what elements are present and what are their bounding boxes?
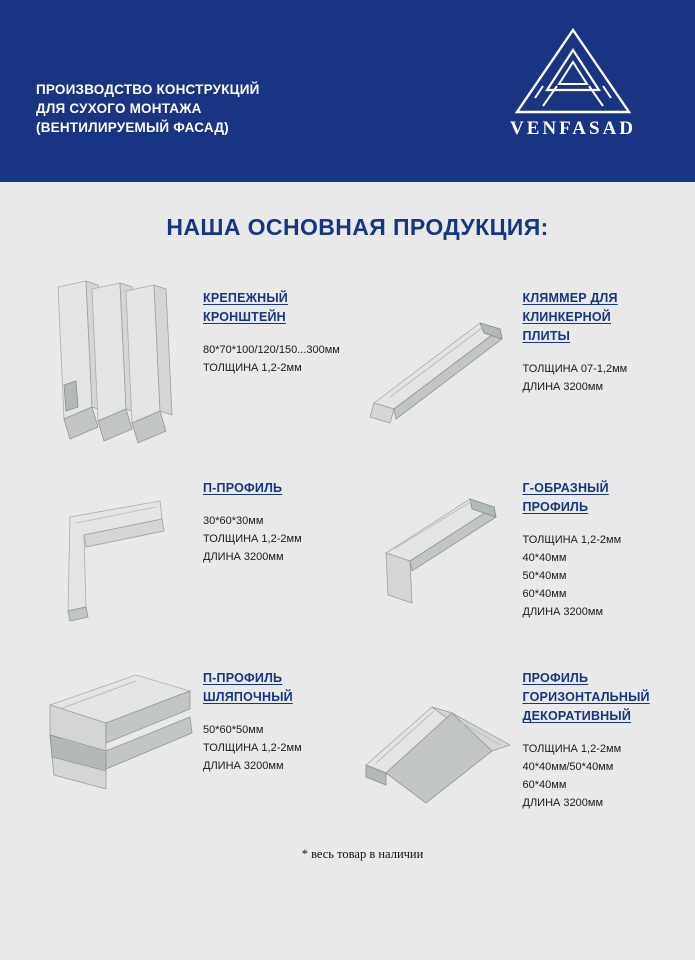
clamp-info bbox=[515, 267, 628, 396]
availability-note: * весь товар в наличии bbox=[301, 847, 424, 861]
page-header bbox=[0, 0, 695, 182]
product-card-l-profile bbox=[350, 457, 660, 647]
product-specs bbox=[523, 740, 650, 812]
product-specs bbox=[523, 531, 622, 621]
spec-line: ТОЛЩИНА 1,2-2мм bbox=[203, 362, 302, 374]
product-name bbox=[523, 479, 622, 517]
product-name bbox=[523, 289, 628, 346]
bracket-photo-illustration bbox=[40, 267, 195, 457]
hat-profile-photo-illustration bbox=[40, 647, 195, 837]
page-title: НАША ОСНОВНАЯ ПРОДУКЦИЯ: bbox=[166, 214, 549, 240]
spec-line: 40*40мм bbox=[522, 552, 567, 564]
decorative-profile-photo bbox=[360, 647, 515, 837]
product-name bbox=[203, 669, 302, 707]
header-tagline bbox=[36, 80, 260, 137]
product-grid bbox=[0, 267, 695, 837]
product-name-line-3: ПЛИТЫ bbox=[522, 329, 571, 343]
product-name bbox=[203, 289, 340, 327]
bracket-photo bbox=[40, 267, 195, 457]
hat-profile-photo bbox=[40, 647, 195, 837]
l-profile-info bbox=[515, 457, 622, 621]
spec-line: 30*60*30мм bbox=[203, 515, 264, 527]
header-line-2: ДЛЯ СУХОГО МОНТАЖА bbox=[36, 101, 202, 116]
brand-name: VENFASAD bbox=[509, 118, 637, 139]
spec-line: 40*40мм/50*40мм bbox=[522, 761, 614, 773]
product-name bbox=[203, 479, 302, 498]
spec-line: ТОЛЩИНА 1,2-2мм bbox=[522, 534, 622, 546]
product-card-bracket bbox=[40, 267, 350, 457]
product-card-decorative-profile bbox=[350, 647, 660, 837]
spec-line: ДЛИНА 3200мм bbox=[522, 606, 604, 618]
spec-line: 50*60*50мм bbox=[203, 724, 264, 736]
product-name-line-1: ПРОФИЛЬ bbox=[522, 671, 589, 685]
bracket-info bbox=[195, 267, 340, 377]
header-line-1: ПРОИЗВОДСТВО КОНСТРУКЦИЙ bbox=[36, 82, 260, 97]
main-content bbox=[0, 214, 695, 862]
header-line-3: (ВЕНТИЛИРУЕМЫЙ ФАСАД) bbox=[36, 120, 229, 135]
u-profile-info bbox=[195, 457, 302, 566]
product-row bbox=[40, 457, 659, 647]
u-profile-photo-illustration bbox=[40, 457, 195, 647]
spec-line: ТОЛЩИНА 1,2-2мм bbox=[203, 742, 302, 754]
hat-profile-info bbox=[195, 647, 302, 775]
product-name-line-1: КЛЯММЕР ДЛЯ bbox=[522, 291, 618, 305]
clamp-photo-illustration bbox=[360, 267, 515, 457]
product-name-line-2: ПРОФИЛЬ bbox=[522, 500, 589, 514]
product-name-line-1: П-ПРОФИЛЬ bbox=[203, 671, 283, 685]
spec-line: ТОЛЩИНА 07-1,2мм bbox=[522, 363, 628, 375]
spec-line: ТОЛЩИНА 1,2-2мм bbox=[522, 743, 622, 755]
decorative-profile-info bbox=[515, 647, 650, 812]
decorative-profile-photo-illustration bbox=[360, 647, 515, 837]
product-card-u-profile bbox=[40, 457, 350, 647]
product-name bbox=[523, 669, 650, 726]
product-name-line-1: П-ПРОФИЛЬ bbox=[203, 481, 283, 495]
spec-line: ДЛИНА 3200мм bbox=[522, 381, 604, 393]
product-row bbox=[40, 267, 659, 457]
product-name-line-1: Г-ОБРАЗНЫЙ bbox=[522, 481, 609, 495]
u-profile-photo bbox=[40, 457, 195, 647]
spec-line: ДЛИНА 3200мм bbox=[203, 551, 284, 563]
product-specs bbox=[203, 341, 340, 377]
product-name-line-2: КЛИНКЕРНОЙ bbox=[522, 310, 611, 324]
product-card-hat-profile bbox=[40, 647, 350, 837]
product-specs bbox=[203, 512, 302, 566]
clamp-photo bbox=[360, 267, 515, 457]
product-specs bbox=[523, 360, 628, 396]
spec-line: 60*40мм bbox=[522, 588, 567, 600]
spec-line: 50*40мм bbox=[522, 570, 567, 582]
product-name-line-2: ШЛЯПОЧНЫЙ bbox=[203, 690, 293, 704]
brand-logo bbox=[493, 28, 653, 140]
product-name-line-1: КРЕПЕЖНЫЙ bbox=[203, 291, 288, 305]
spec-line: 80*70*100/120/150...300мм bbox=[203, 344, 340, 356]
triangle-mountain-logo-icon bbox=[513, 28, 633, 114]
l-profile-photo-illustration bbox=[360, 457, 515, 647]
product-name-line-2: КРОНШТЕЙН bbox=[203, 310, 286, 324]
l-profile-photo bbox=[360, 457, 515, 647]
product-name-line-2: ГОРИЗОНТАЛЬНЫЙ bbox=[522, 690, 650, 704]
product-specs bbox=[203, 721, 302, 775]
product-name-line-3: ДЕКОРАТИВНЫЙ bbox=[522, 709, 632, 723]
spec-line: ДЛИНА 3200мм bbox=[203, 760, 284, 772]
spec-line: 60*40мм bbox=[522, 779, 567, 791]
spec-line: ДЛИНА 3200мм bbox=[522, 797, 604, 809]
product-card-clamp bbox=[350, 267, 660, 457]
product-row bbox=[40, 647, 659, 837]
spec-line: ТОЛЩИНА 1,2-2мм bbox=[203, 533, 302, 545]
